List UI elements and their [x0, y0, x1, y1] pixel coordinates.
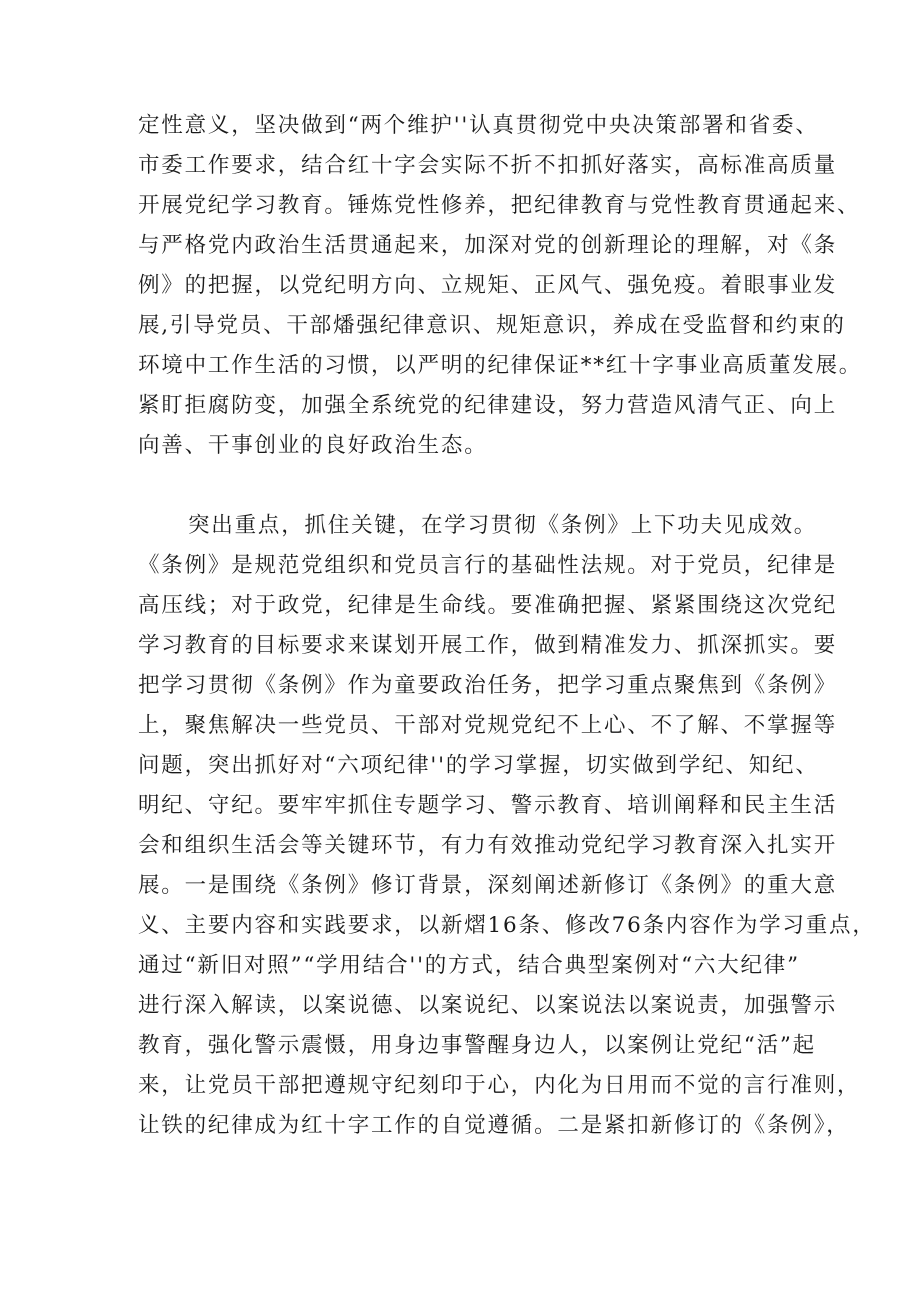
- paragraph-1-line-6: 展,引导党员、干部燔强纪律意识、规矩意识，养成在受监督和约束的: [138, 313, 846, 338]
- paragraph-1-line-2: 市委工作要求，结合红十字会实际不折不扣抓好落实，高标准高质量: [138, 153, 838, 178]
- paragraph-2-line-13: 进行深入解读，以案说德、以案说纪、以案说法以案说责，加强警示: [138, 993, 838, 1018]
- paragraph-2-line-16: 让铁的纪律成为红十字工作的自觉遵循。二是紧扣新修订的《条例》，: [138, 1113, 850, 1138]
- paragraph-1-line-7: 环境中工作生活的习惯，以严明的纪律保证**红十字事业高质董发展。: [138, 353, 863, 378]
- paragraph-2-line-9: 会和组织生活会等关键环节，有力有效推动党纪学习教育深入扎实开: [138, 833, 838, 858]
- paragraph-1-line-5: 例》的把握，以党纪明方向、立规矩、正风气、强免疫。着眼事业发: [138, 273, 838, 298]
- paragraph-1-line-3: 开展党纪学习教育。锤炼党性修养，把纪律教育与党性教育贯通起来、: [138, 193, 861, 218]
- paragraph-2-line-6: 上，聚焦解决一些党员、干部对党规党纪不上心、不了解、不掌握等: [138, 713, 838, 738]
- paragraph-2-line-4: 学习教育的目标要求来谋划开展工作，做到精准发力、抓深抓实。要: [138, 633, 838, 658]
- paragraph-1-line-8: 紧盯拒腐防变，加强全系统党的纪律建设，努力营造风清气正、向上: [138, 393, 838, 418]
- paragraph-2-line-3: 高压线；对于政党，纪律是生命线。要准确把握、紧紧围绕这次党纪: [138, 593, 838, 618]
- paragraph-2-line-12: 通过“新旧对照”“学用结合''的方式，结合典型案例对“六大纪律”: [138, 953, 800, 978]
- paragraph-1-line-4: 与严格党内政治生活贯通起来，加深对党的创新理论的理解，对《条: [138, 233, 838, 258]
- paragraph-2-line-7: 问题，突出抓好对“六项纪律''的学习掌握，切实做到学纪、知纪、: [138, 753, 819, 778]
- paragraph-2-line-15: 来，让党员干部把遵规守纪刻印于心，内化为日用而不觉的言行准则，: [138, 1073, 861, 1098]
- paragraph-2-line-11: 义、主要内容和实践要求，以新熠16条、修改76条内容作为学习重点，: [138, 913, 876, 938]
- paragraph-2-line-10: 展。一是围绕《条例》修订背景，深刻阐述新修订《条例》的重大意: [138, 873, 838, 898]
- paragraph-2-line-8: 明纪、守纪。要牢牢抓住专题学习、警示教育、培训阐释和民主生活: [138, 793, 838, 818]
- paragraph-2-line-14: 教育，强化警示震慑，用身边事警醒身边人，以案例让党纪“活”起: [138, 1033, 816, 1058]
- paragraph-1-line-1: 定性意义，坚决做到“两个维护''认真贯彻党中央决策部署和省委、: [138, 113, 819, 138]
- paragraph-1-line-9: 向善、干事创业的良好政治生态。: [138, 433, 488, 458]
- paragraph-2-line-5: 把学习贯彻《条例》作为童要政治任务，把学习重点聚焦到《条例》: [138, 673, 838, 698]
- paragraph-2-line-1: 突出重点，抓住关键，在学习贯彻《条例》上下功夫见成效。: [188, 513, 818, 538]
- paragraph-2-line-2: 《条例》是规范党组织和党员言行的基础性法规。对于党员，纪律是: [138, 553, 838, 578]
